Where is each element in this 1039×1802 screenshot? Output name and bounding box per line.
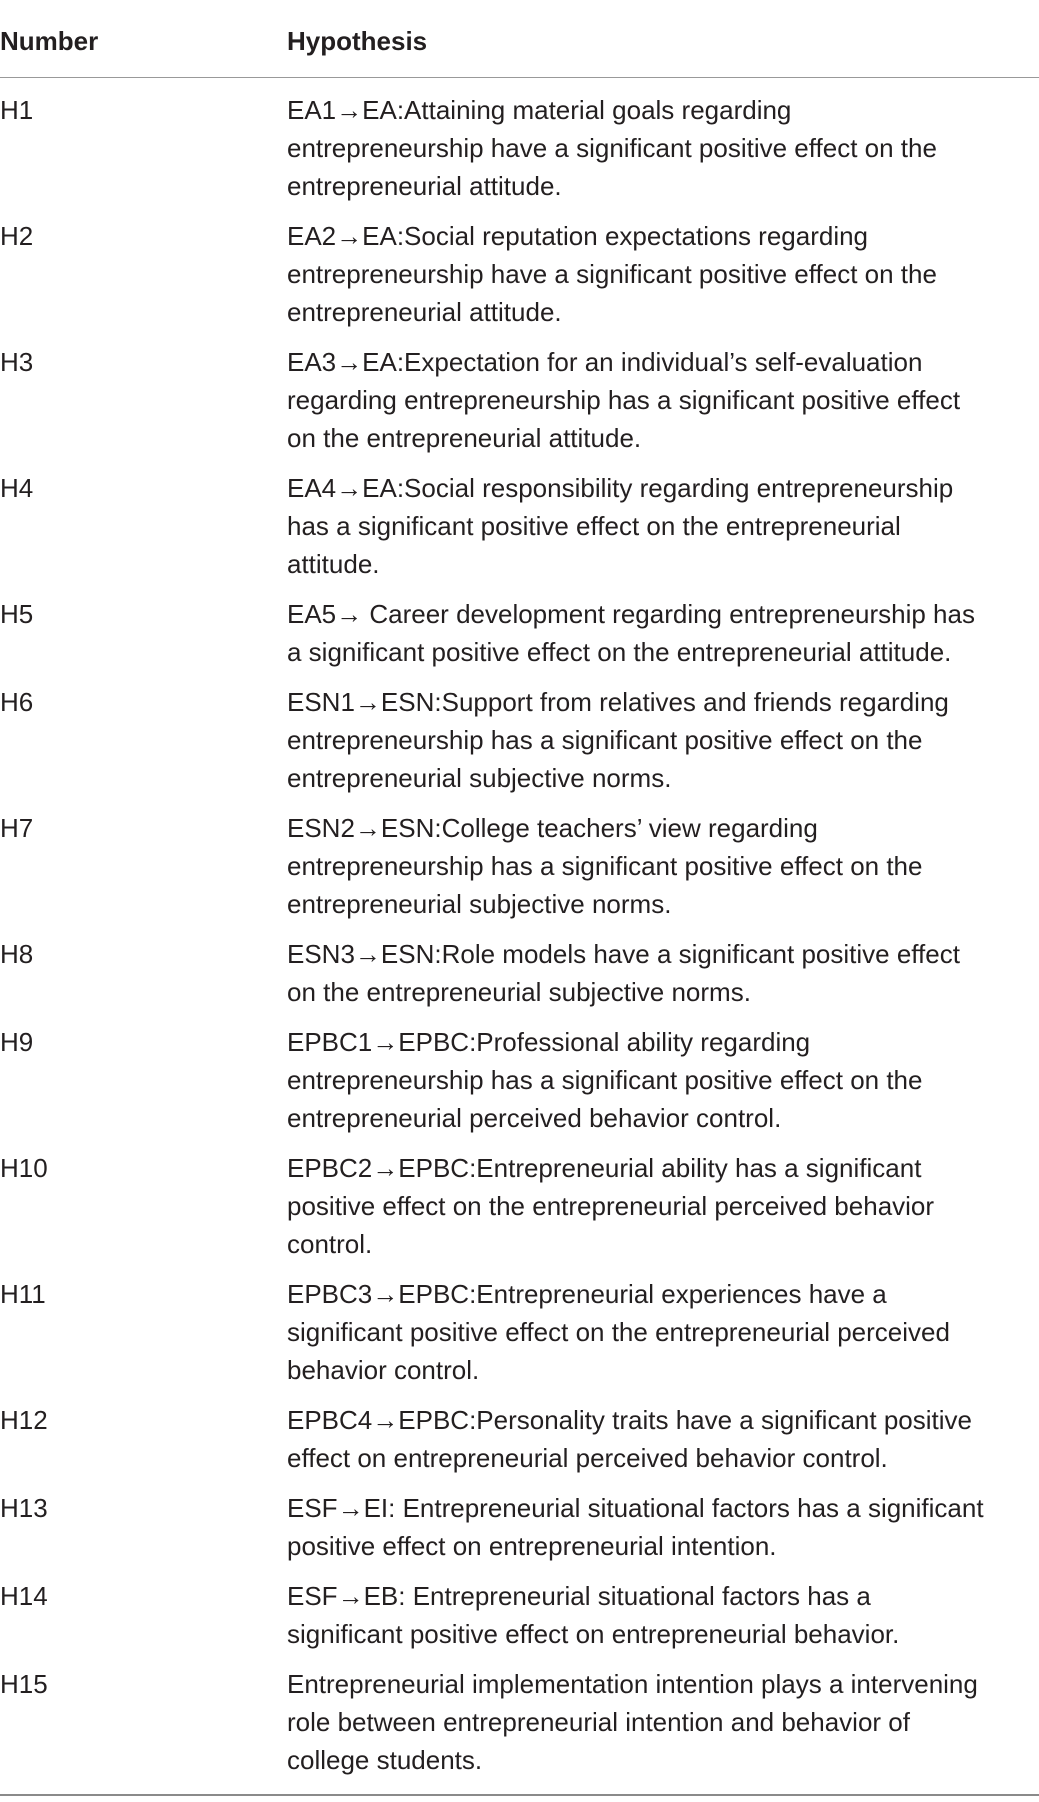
hypothesis-line: entrepreneurship have a significant positive effect on the <box>287 133 937 163</box>
column-header-number: Number <box>0 26 99 56</box>
hypothesis-line: entrepreneurial subjective norms. <box>287 763 672 793</box>
hypothesis-line: entrepreneurial perceived behavior control. <box>287 1103 782 1133</box>
hypothesis-text <box>287 1401 1039 1489</box>
hypothesis-line: entrepreneurship has a significant positive effect on the <box>287 1065 923 1095</box>
table-row <box>0 343 1039 469</box>
hypothesis-line: Entrepreneurial implementation intention plays a intervening <box>287 1669 978 1699</box>
hypothesis-line: EPBC2→EPBC:Entrepreneurial ability has a significant <box>287 1153 922 1183</box>
hypothesis-line: significant positive effect on entrepreneurial behavior. <box>287 1619 900 1649</box>
header-divider <box>0 77 1039 78</box>
hypothesis-text <box>287 1023 1039 1149</box>
table-row <box>0 1577 1039 1665</box>
hypothesis-line: effect on entrepreneurial perceived behavior control. <box>287 1443 888 1473</box>
table-row <box>0 1489 1039 1577</box>
hypothesis-line: role between entrepreneurial intention and behavior of <box>287 1707 910 1737</box>
hypothesis-text <box>287 91 1039 217</box>
hypothesis-line: entrepreneurship has a significant positive effect on the <box>287 725 923 755</box>
hypothesis-line: EPBC3→EPBC:Entrepreneurial experiences have a <box>287 1279 887 1309</box>
hypothesis-line: entrepreneurial attitude. <box>287 297 562 327</box>
hypothesis-number: H8 <box>0 939 34 969</box>
hypothesis-line: regarding entrepreneurship has a significant positive effect <box>287 385 961 415</box>
hypothesis-number: H13 <box>0 1493 48 1523</box>
table-row <box>0 91 1039 217</box>
hypothesis-number: H1 <box>0 95 34 125</box>
hypothesis-line: entrepreneurship has a significant positive effect on the <box>287 851 923 881</box>
hypothesis-text <box>287 469 1039 595</box>
hypothesis-line: EA2→EA:Social reputation expectations regarding <box>287 221 869 251</box>
hypothesis-line: a significant positive effect on the entrepreneurial attitude. <box>287 637 952 667</box>
hypothesis-line: behavior control. <box>287 1355 480 1385</box>
hypothesis-line: on the entrepreneurial subjective norms. <box>287 977 751 1007</box>
hypothesis-line: EA4→EA:Social responsibility regarding entrepreneurship <box>287 473 954 503</box>
hypothesis-line: ESN1→ESN:Support from relatives and friends regarding <box>287 687 949 717</box>
hypothesis-number: H4 <box>0 473 34 503</box>
table-row <box>0 683 1039 809</box>
hypothesis-number: H15 <box>0 1669 48 1699</box>
hypothesis-line: ESF→EI: Entrepreneurial situational factors has a significant <box>287 1493 984 1523</box>
table-body <box>0 91 1039 1791</box>
hypothesis-line: ESF→EB: Entrepreneurial situational factors has a <box>287 1581 871 1611</box>
hypothesis-line: EA1→EA:Attaining material goals regarding <box>287 95 792 125</box>
hypothesis-line: positive effect on the entrepreneurial perceived behavior <box>287 1191 935 1221</box>
hypothesis-number: H10 <box>0 1153 48 1183</box>
hypothesis-line: EPBC1→EPBC:Professional ability regarding <box>287 1027 811 1057</box>
hypothesis-line: significant positive effect on the entrepreneurial perceived <box>287 1317 950 1347</box>
hypothesis-number: H5 <box>0 599 34 629</box>
hypothesis-line: entrepreneurship have a significant positive effect on the <box>287 259 937 289</box>
table-row <box>0 809 1039 935</box>
hypothesis-line: has a significant positive effect on the entrepreneurial <box>287 511 901 541</box>
hypothesis-line: positive effect on entrepreneurial intention. <box>287 1531 777 1561</box>
hypothesis-text <box>287 595 1039 683</box>
hypothesis-number: H3 <box>0 347 34 377</box>
hypothesis-text <box>287 343 1039 469</box>
hypothesis-number: H11 <box>0 1279 46 1309</box>
hypothesis-text <box>287 1577 1039 1665</box>
hypothesis-number: H2 <box>0 221 34 251</box>
hypothesis-line: college students. <box>287 1745 483 1775</box>
hypothesis-line: on the entrepreneurial attitude. <box>287 423 642 453</box>
hypothesis-text <box>287 809 1039 935</box>
hypothesis-number: H14 <box>0 1581 48 1611</box>
table-row <box>0 935 1039 1023</box>
hypothesis-number: H6 <box>0 687 34 717</box>
hypothesis-number: H12 <box>0 1405 48 1435</box>
hypothesis-text <box>287 217 1039 343</box>
column-header-hypothesis: Hypothesis <box>287 26 428 56</box>
hypothesis-text <box>287 1275 1039 1401</box>
hypothesis-line: ESN2→ESN:College teachers’ view regarding <box>287 813 818 843</box>
table-bottom-rule <box>0 1794 1039 1796</box>
hypothesis-line: control. <box>287 1229 373 1259</box>
table-row <box>0 1665 1039 1791</box>
hypothesis-text <box>287 1149 1039 1275</box>
hypothesis-line: entrepreneurial subjective norms. <box>287 889 672 919</box>
hypothesis-line: entrepreneurial attitude. <box>287 171 562 201</box>
hypothesis-line: ESN3→ESN:Role models have a significant positive effect <box>287 939 960 969</box>
hypothesis-text <box>287 1489 1039 1577</box>
table-row <box>0 595 1039 683</box>
table-row <box>0 1149 1039 1275</box>
table-row <box>0 217 1039 343</box>
table-row <box>0 1401 1039 1489</box>
table-row <box>0 1275 1039 1401</box>
hypothesis-text <box>287 935 1039 1023</box>
table-row <box>0 469 1039 595</box>
hypothesis-line: attitude. <box>287 549 380 579</box>
table-header-row <box>0 0 1039 78</box>
hypothesis-line: EA3→EA:Expectation for an individual’s self-evaluation <box>287 347 923 377</box>
hypothesis-text <box>287 683 1039 809</box>
hypothesis-text <box>287 1665 1039 1791</box>
hypothesis-number: H7 <box>0 813 34 843</box>
hypothesis-line: EA5→ Career development regarding entrepreneurship has <box>287 599 975 629</box>
table-row <box>0 1023 1039 1149</box>
hypothesis-line: EPBC4→EPBC:Personality traits have a significant positive <box>287 1405 972 1435</box>
hypothesis-number: H9 <box>0 1027 34 1057</box>
